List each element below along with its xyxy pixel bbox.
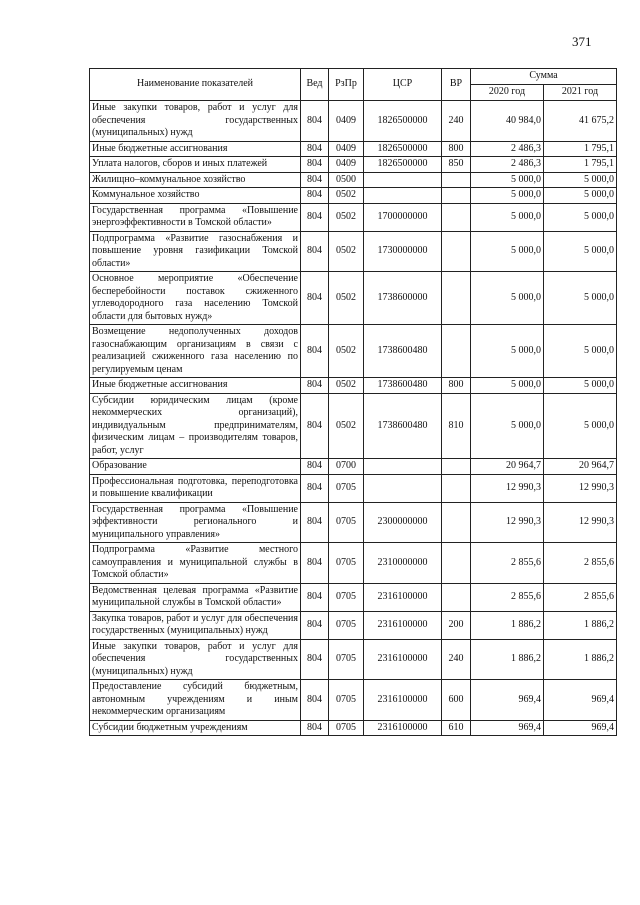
row-ved: 804 <box>301 188 329 204</box>
row-vr <box>442 172 471 188</box>
row-amount-2021: 1 795,1 <box>544 157 617 173</box>
row-ved: 804 <box>301 543 329 584</box>
row-name: Иные закупки товаров, работ и услуг для обеспечения государственных (муниципальных) нужд <box>90 101 301 142</box>
row-name: Подпрограмма «Развитие газоснабжения и повышение уровня газификации Томской области» <box>90 231 301 272</box>
row-name: Ведомственная целевая программа «Развитие муниципальной службы в Томской области» <box>90 583 301 611</box>
header-2020: 2020 год <box>471 85 544 101</box>
row-name: Иные бюджетные ассигнования <box>90 378 301 394</box>
row-ved: 804 <box>301 611 329 639</box>
row-rzpr: 0502 <box>329 188 364 204</box>
row-name: Подпрограмма «Развитие местного самоуправления и муниципальной службы в Томской области» <box>90 543 301 584</box>
row-csr: 2316100000 <box>364 720 442 736</box>
row-ved: 804 <box>301 272 329 325</box>
row-ved: 804 <box>301 720 329 736</box>
row-ved: 804 <box>301 325 329 378</box>
row-rzpr: 0705 <box>329 720 364 736</box>
table-row <box>90 172 617 188</box>
table-row <box>90 543 617 584</box>
row-name: Закупка товаров, работ и услуг для обеспечения государственных (муниципальных) нужд <box>90 611 301 639</box>
row-rzpr: 0705 <box>329 639 364 680</box>
header-name: Наименование показателей <box>90 69 301 101</box>
row-amount-2020: 5 000,0 <box>471 203 544 231</box>
row-vr <box>442 203 471 231</box>
row-vr: 800 <box>442 378 471 394</box>
budget-table <box>89 68 617 736</box>
row-csr <box>364 188 442 204</box>
table-row <box>90 141 617 157</box>
row-vr <box>442 459 471 475</box>
row-vr: 240 <box>442 639 471 680</box>
row-name: Государственная программа «Повышение эффективности регионального и муниципального управления» <box>90 502 301 543</box>
row-name: Государственная программа «Повышение энергоэффективности в Томской области» <box>90 203 301 231</box>
row-vr: 200 <box>442 611 471 639</box>
row-csr: 1826500000 <box>364 141 442 157</box>
table-row <box>90 393 617 459</box>
row-rzpr: 0502 <box>329 231 364 272</box>
row-rzpr: 0705 <box>329 611 364 639</box>
row-csr <box>364 459 442 475</box>
row-vr: 610 <box>442 720 471 736</box>
row-name: Основное мероприятие «Обеспечение бесперебойности поставок сжиженного углеводородного газа населению Томской области для бытовых нужд» <box>90 272 301 325</box>
row-csr: 1738600480 <box>364 325 442 378</box>
row-amount-2021: 1 795,1 <box>544 141 617 157</box>
row-csr: 1700000000 <box>364 203 442 231</box>
row-name: Субсидии бюджетным учреждениям <box>90 720 301 736</box>
row-rzpr: 0502 <box>329 272 364 325</box>
header-rzpr: РзПр <box>329 69 364 101</box>
row-vr <box>442 474 471 502</box>
row-amount-2020: 2 486,3 <box>471 157 544 173</box>
table-row <box>90 101 617 142</box>
row-csr: 1738600480 <box>364 393 442 459</box>
row-ved: 804 <box>301 172 329 188</box>
row-vr: 810 <box>442 393 471 459</box>
row-rzpr: 0705 <box>329 502 364 543</box>
row-amount-2021: 969,4 <box>544 680 617 721</box>
row-amount-2020: 5 000,0 <box>471 231 544 272</box>
table-row <box>90 474 617 502</box>
row-rzpr: 0502 <box>329 325 364 378</box>
row-vr <box>442 583 471 611</box>
row-vr: 800 <box>442 141 471 157</box>
row-amount-2021: 5 000,0 <box>544 203 617 231</box>
table-row <box>90 203 617 231</box>
row-csr: 1738600000 <box>364 272 442 325</box>
row-amount-2021: 969,4 <box>544 720 617 736</box>
row-rzpr: 0705 <box>329 583 364 611</box>
row-ved: 804 <box>301 157 329 173</box>
table-row <box>90 378 617 394</box>
row-rzpr: 0500 <box>329 172 364 188</box>
header-vr: ВР <box>442 69 471 101</box>
row-ved: 804 <box>301 141 329 157</box>
header-2021: 2021 год <box>544 85 617 101</box>
row-amount-2021: 5 000,0 <box>544 188 617 204</box>
row-amount-2020: 40 984,0 <box>471 101 544 142</box>
row-name: Предоставление субсидий бюджетным, автономным учреждениям и иным некоммерческим организациям <box>90 680 301 721</box>
row-rzpr: 0409 <box>329 101 364 142</box>
table-row <box>90 272 617 325</box>
row-csr <box>364 474 442 502</box>
table-row <box>90 188 617 204</box>
row-ved: 804 <box>301 639 329 680</box>
row-rzpr: 0705 <box>329 680 364 721</box>
row-name: Возмещение недополученных доходов газоснабжающим организациям в связи с реализацией сжиженного газа населению по регулируемым ценам <box>90 325 301 378</box>
row-amount-2020: 2 855,6 <box>471 543 544 584</box>
row-ved: 804 <box>301 231 329 272</box>
row-vr: 600 <box>442 680 471 721</box>
row-vr <box>442 188 471 204</box>
row-rzpr: 0409 <box>329 141 364 157</box>
row-csr: 2316100000 <box>364 583 442 611</box>
row-vr: 850 <box>442 157 471 173</box>
row-name: Профессиональная подготовка, переподготовка и повышение квалификации <box>90 474 301 502</box>
row-vr: 240 <box>442 101 471 142</box>
row-csr <box>364 172 442 188</box>
row-amount-2021: 12 990,3 <box>544 502 617 543</box>
table-row <box>90 325 617 378</box>
row-csr: 1730000000 <box>364 231 442 272</box>
table-body <box>90 101 617 736</box>
row-csr: 1826500000 <box>364 157 442 173</box>
page-number: 371 <box>572 34 592 49</box>
row-csr: 1738600480 <box>364 378 442 394</box>
row-csr: 2316100000 <box>364 639 442 680</box>
row-name: Субсидии юридическим лицам (кроме некоммерческих организаций), индивидуальным предпринимателям, физическим лицам – производителям товаров, работ, услуг <box>90 393 301 459</box>
row-amount-2020: 12 990,3 <box>471 474 544 502</box>
table-row <box>90 231 617 272</box>
row-amount-2020: 12 990,3 <box>471 502 544 543</box>
row-vr <box>442 502 471 543</box>
row-vr <box>442 272 471 325</box>
table-row <box>90 502 617 543</box>
row-rzpr: 0705 <box>329 474 364 502</box>
row-vr <box>442 543 471 584</box>
row-amount-2020: 5 000,0 <box>471 325 544 378</box>
row-amount-2020: 1 886,2 <box>471 639 544 680</box>
row-amount-2021: 20 964,7 <box>544 459 617 475</box>
row-ved: 804 <box>301 101 329 142</box>
row-amount-2021: 5 000,0 <box>544 325 617 378</box>
row-amount-2021: 41 675,2 <box>544 101 617 142</box>
row-name: Иные бюджетные ассигнования <box>90 141 301 157</box>
row-amount-2021: 2 855,6 <box>544 583 617 611</box>
row-name: Уплата налогов, сборов и иных платежей <box>90 157 301 173</box>
row-amount-2021: 5 000,0 <box>544 172 617 188</box>
header-sum: Сумма <box>471 69 617 85</box>
row-vr <box>442 231 471 272</box>
row-rzpr: 0409 <box>329 157 364 173</box>
row-csr: 2310000000 <box>364 543 442 584</box>
table-row <box>90 611 617 639</box>
table-row <box>90 680 617 721</box>
row-csr: 1826500000 <box>364 101 442 142</box>
row-amount-2020: 5 000,0 <box>471 393 544 459</box>
row-amount-2020: 2 486,3 <box>471 141 544 157</box>
row-rzpr: 0705 <box>329 543 364 584</box>
row-rzpr: 0700 <box>329 459 364 475</box>
row-ved: 804 <box>301 393 329 459</box>
row-csr: 2316100000 <box>364 611 442 639</box>
table-row <box>90 459 617 475</box>
row-vr <box>442 325 471 378</box>
row-rzpr: 0502 <box>329 393 364 459</box>
header-csr: ЦСР <box>364 69 442 101</box>
row-rzpr: 0502 <box>329 203 364 231</box>
row-amount-2021: 1 886,2 <box>544 639 617 680</box>
row-amount-2020: 969,4 <box>471 720 544 736</box>
row-ved: 804 <box>301 583 329 611</box>
row-ved: 804 <box>301 502 329 543</box>
row-amount-2021: 5 000,0 <box>544 378 617 394</box>
row-amount-2020: 2 855,6 <box>471 583 544 611</box>
table-row <box>90 583 617 611</box>
row-ved: 804 <box>301 474 329 502</box>
row-amount-2021: 1 886,2 <box>544 611 617 639</box>
row-amount-2020: 1 886,2 <box>471 611 544 639</box>
row-ved: 804 <box>301 680 329 721</box>
row-amount-2020: 5 000,0 <box>471 172 544 188</box>
row-amount-2021: 5 000,0 <box>544 272 617 325</box>
row-ved: 804 <box>301 203 329 231</box>
table-row <box>90 157 617 173</box>
row-amount-2021: 5 000,0 <box>544 393 617 459</box>
row-amount-2021: 5 000,0 <box>544 231 617 272</box>
row-name: Образование <box>90 459 301 475</box>
row-csr: 2300000000 <box>364 502 442 543</box>
row-name: Иные закупки товаров, работ и услуг для обеспечения государственных (муниципальных) нужд <box>90 639 301 680</box>
row-amount-2020: 20 964,7 <box>471 459 544 475</box>
row-csr: 2316100000 <box>364 680 442 721</box>
header-ved: Вед <box>301 69 329 101</box>
row-ved: 804 <box>301 459 329 475</box>
row-amount-2021: 12 990,3 <box>544 474 617 502</box>
row-amount-2020: 5 000,0 <box>471 272 544 325</box>
row-amount-2021: 2 855,6 <box>544 543 617 584</box>
row-name: Жилищно–коммунальное хозяйство <box>90 172 301 188</box>
row-ved: 804 <box>301 378 329 394</box>
row-rzpr: 0502 <box>329 378 364 394</box>
row-amount-2020: 5 000,0 <box>471 188 544 204</box>
table-row <box>90 639 617 680</box>
table-row <box>90 720 617 736</box>
row-amount-2020: 5 000,0 <box>471 378 544 394</box>
row-amount-2020: 969,4 <box>471 680 544 721</box>
row-name: Коммунальное хозяйство <box>90 188 301 204</box>
